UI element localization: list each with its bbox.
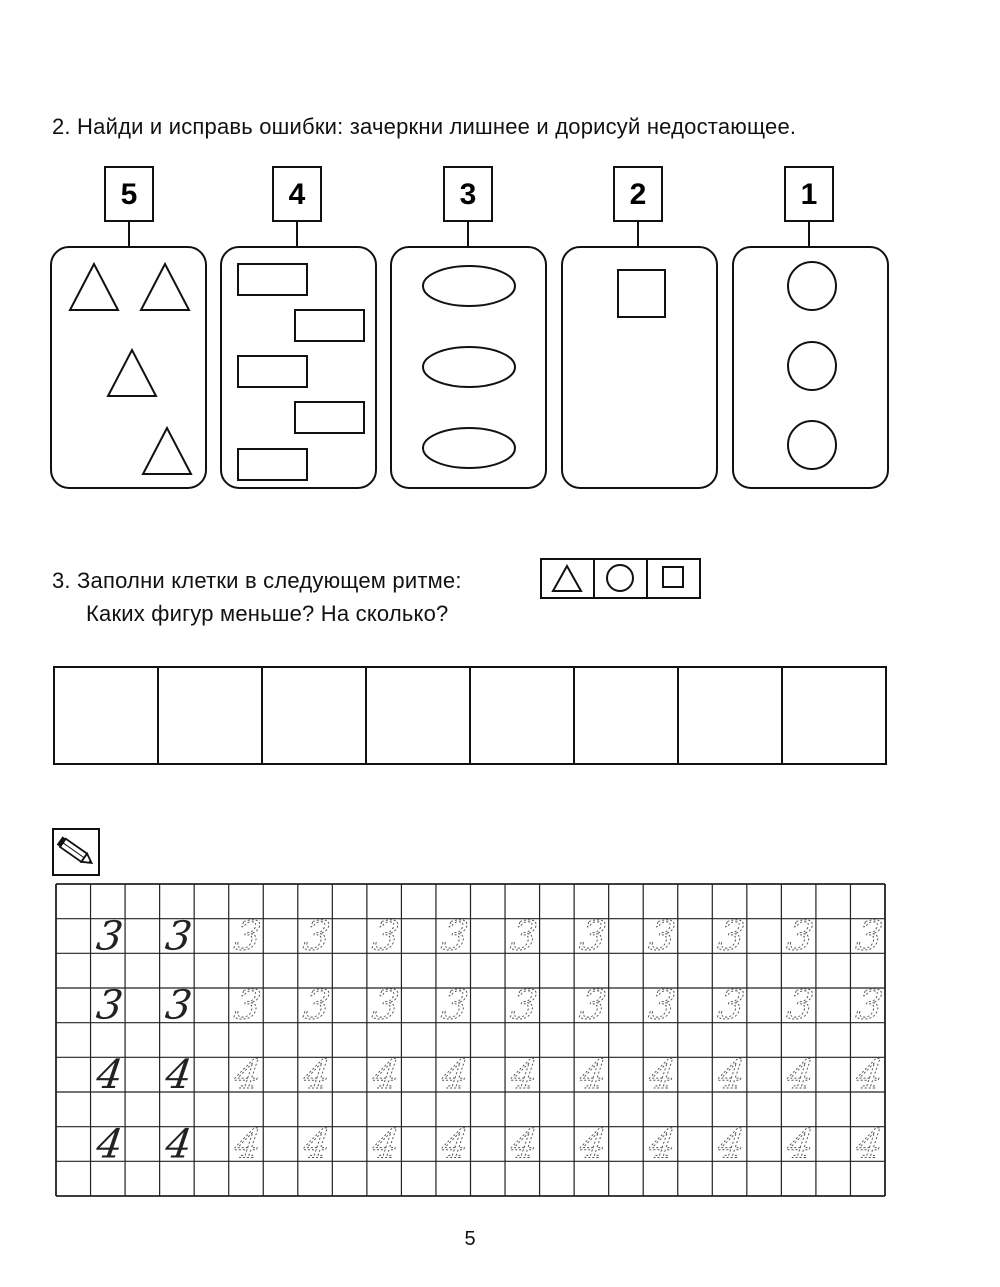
trace-digit: 3	[231, 982, 264, 1029]
trace-digit: 3	[300, 982, 333, 1029]
page-number: 5	[464, 1228, 476, 1250]
trace-digit: 4	[439, 1052, 471, 1098]
trace-digit: 4	[300, 1052, 333, 1098]
rectangle-shape[interactable]	[295, 310, 364, 341]
rectangle-shape[interactable]	[295, 402, 364, 433]
group-label: 2	[629, 178, 647, 211]
trace-digit: 3	[646, 982, 679, 1029]
triangle-shape[interactable]	[143, 428, 191, 474]
sample-digit: 4	[93, 1052, 126, 1098]
trace-digit: 3	[646, 913, 679, 960]
sample-digit: 3	[93, 982, 126, 1029]
triangle-shape[interactable]	[141, 264, 189, 310]
trace-digit: 4	[853, 1052, 886, 1098]
trace-digit: 3	[508, 913, 541, 960]
group-2[interactable]	[562, 167, 717, 488]
trace-digit: 3	[715, 982, 748, 1029]
answer-cell[interactable]	[54, 667, 158, 764]
task3-question: Каких фигур меньше? На сколько?	[86, 601, 449, 626]
sample-digit: 4	[162, 1052, 195, 1098]
circle-shape[interactable]	[788, 342, 836, 390]
trace-digit: 3	[300, 913, 333, 960]
trace-digit: 4	[784, 1121, 817, 1168]
trace-digit: 3	[784, 982, 817, 1029]
circle-shape[interactable]	[788, 421, 836, 469]
sample-digit: 3	[93, 913, 126, 960]
answer-cell[interactable]	[158, 667, 262, 764]
group-1[interactable]	[733, 167, 888, 488]
trace-digit: 4	[439, 1121, 471, 1168]
trace-digit: 4	[784, 1052, 817, 1098]
answer-cell[interactable]	[782, 667, 886, 764]
answer-cell[interactable]	[678, 667, 782, 764]
trace-digit: 4	[370, 1121, 402, 1168]
trace-digit: 4	[715, 1052, 748, 1098]
trace-digit: 4	[370, 1052, 402, 1098]
triangle-icon	[553, 566, 581, 591]
sample-digit: 3	[162, 982, 195, 1029]
answer-cell[interactable]	[262, 667, 366, 764]
trace-digit: 4	[577, 1121, 610, 1168]
group-4[interactable]	[221, 167, 376, 488]
circle-shape[interactable]	[788, 262, 836, 310]
trace-digit: 3	[439, 982, 471, 1029]
group-label: 4	[288, 178, 306, 211]
trace-digit: 3	[370, 913, 402, 960]
ellipse-shape[interactable]	[423, 428, 515, 468]
trace-digit: 3	[370, 982, 402, 1029]
task2-groups	[51, 167, 888, 488]
trace-digit: 3	[508, 982, 541, 1029]
trace-digit: 3	[439, 913, 471, 960]
task3-instruction: 3. Заполни клетки в следующем ритме:	[52, 568, 462, 593]
trace-digit: 3	[715, 913, 748, 960]
trace-digit: 3	[577, 982, 610, 1029]
copybook-digits	[93, 914, 886, 1168]
trace-digit: 3	[784, 913, 817, 960]
task2-instruction: 2. Найди и исправь ошибки: зачеркни лишнее и дорисуй недостающее.	[52, 114, 797, 139]
answer-cells	[54, 667, 886, 764]
ellipse-shape[interactable]	[423, 266, 515, 306]
rectangle-shape[interactable]	[238, 356, 307, 387]
trace-digit: 4	[231, 1121, 264, 1168]
trace-digit: 4	[577, 1052, 610, 1098]
trace-digit: 3	[231, 913, 264, 960]
group-3[interactable]	[391, 167, 546, 488]
trace-digit: 4	[853, 1121, 886, 1168]
trace-digit: 4	[300, 1121, 333, 1168]
rhythm-pattern	[541, 559, 700, 598]
rectangle-shape[interactable]	[238, 264, 307, 295]
sample-digit: 4	[93, 1121, 126, 1168]
group-label: 3	[459, 178, 477, 211]
trace-digit: 3	[853, 982, 886, 1029]
answer-cell[interactable]	[366, 667, 470, 764]
pencil-icon	[53, 829, 99, 875]
square-icon	[663, 567, 683, 587]
triangle-shape[interactable]	[108, 350, 156, 396]
triangle-shape[interactable]	[70, 264, 118, 310]
trace-digit: 4	[715, 1121, 748, 1168]
trace-digit: 4	[508, 1121, 541, 1168]
ellipse-shape[interactable]	[423, 347, 515, 387]
trace-digit: 4	[646, 1121, 679, 1168]
trace-digit: 4	[646, 1052, 679, 1098]
group-5[interactable]	[51, 167, 206, 488]
answer-cell[interactable]	[574, 667, 678, 764]
sample-digit: 4	[162, 1121, 195, 1168]
trace-digit: 4	[231, 1052, 264, 1098]
sample-digit: 3	[162, 913, 195, 960]
square-shape[interactable]	[618, 270, 665, 317]
trace-digit: 4	[508, 1052, 541, 1098]
group-label: 1	[800, 178, 818, 211]
answer-cell[interactable]	[470, 667, 574, 764]
trace-digit: 3	[577, 913, 610, 960]
group-label: 5	[120, 178, 138, 211]
circle-icon	[607, 565, 633, 591]
trace-digit: 3	[853, 913, 886, 960]
rectangle-shape[interactable]	[238, 449, 307, 480]
